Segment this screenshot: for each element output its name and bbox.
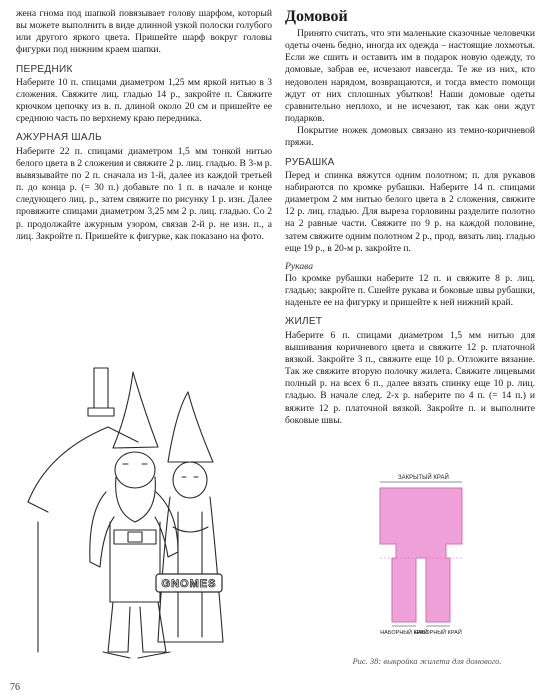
figure-caption: Рис. 38: выкройка жилета для домового. <box>352 656 502 666</box>
vest-heading: ЖИЛЕТ <box>285 316 323 328</box>
vest-shape <box>380 488 462 622</box>
intro-paragraph: жена гнома под шапкой повязывает голову шарфом, который вы можете выполнить в виде длинной узкой полоски голубого или другого яркого цвета. Пришейте шарф вокруг головы фигурки под нижним краем шапки. <box>16 8 272 56</box>
shawl-paragraph: Наберите 22 п. спицами диаметром 1,5 мм тонкой нитью белого цвета в 2 сложения и свяжите 2 р. лиц. гладью. В 3-м р. вывязывайте по 2 п. сначала из 1-й, далее из каждой третьей п. до конца р. (= 30 п.) добавьте по 1 п. в начале и конце следующего лиц. р., затем свяжите по рисунку 1 р. изн. Далее провяжите спицами диаметром 3,25 мм 2 р. лиц. гладью. Со 2 р. продолжайте ажурным узором, связав 2-й р. не изн. п., а лиц. Закройте п. Пришейте к фигурке, как показано на фото. <box>16 145 272 242</box>
diagram-bottom-label-right: НАБОРНЫЙ КРАЙ <box>414 630 462 636</box>
apron-paragraph: Наберите 10 п. спицами диаметром 1,25 мм яркой нитью в 3 сложения. Свяжите лиц. гладью 14 р., закройте п. Свяжите крючком цепочку из в. п. длиной около 20 см и пришейте ее среднюю часть по верхнему краю передника. <box>16 76 272 125</box>
vest-pattern-diagram <box>358 470 478 648</box>
intro-paragraph-1: Принято считать, что эти маленькие сказочные человечки одеты очень бедно, иногда их одежда – настоящие лохмотья. Если же сшить и оставить им в подарок новую одежду, то домовые, забрав ее, исчезают навсегда. Те же из них, кто недоволен нарядом, возвращаются, и тогда вместо помощи ждут от них сплошных убытков! Наши домовые одеты сравнительно неплохо, и не исчезают, так как они ждут подарков. <box>285 28 535 125</box>
sleeves-heading: Рукава <box>285 260 314 272</box>
left-column <box>16 8 272 243</box>
gnomes-illustration <box>18 352 228 670</box>
shirt-paragraph: Перед и спинка вяжутся одним полотном; п. для рукавов набираются по кромке рубашки. Наберите 14 п. спицами диаметром 2 мм нитью белого цвета в 2 сложения, свяжите 12 р. лиц. гладью. Для выреза горловины разделите полотно на 2 равные части. Свяжите по 9 р. на каждой половине, затем свяжите одним полотном 2 р., прод. вязать лиц. гладью еще 19 р., в 20-м р. закройте п. <box>285 169 535 254</box>
gnomes-sign-text: GNOMES <box>161 578 217 590</box>
page-number: 76 <box>10 682 20 693</box>
diagram-top-label: ЗАКРЫТЫЙ КРАЙ <box>398 475 449 481</box>
intro-paragraph-2: Покрытие ножек домовых связано из темно-коричневой пряжи. <box>285 125 535 149</box>
sleeves-paragraph: По кромке рубашки наберите 12 п. и свяжите 8 р. лиц. гладью; закройте п. Сшейте рукава и боковые швы рубашки, наденьте ее на фигурку и пришейте к ней нижний край. <box>285 272 535 309</box>
section-title: Домовой <box>285 8 348 25</box>
vest-paragraph: Наберите 6 п. спицами диаметром 1,5 мм нитью для вышивания коричневого цвета и свяжите 12 р. платочной вязкой. Закройте 3 п., свяжите еще 10 р. Отложите вязание. Так же свяжите вторую полочку жилета. Свяжите лицевыми полный р. на всех 6 п., далее вязать спинку еще 10 р. лиц. гладью. В начале след. 2-х р. наберите по 4 п. (= 14 п.) и вяжите 12 р. платочной вязкой. Закройте п. и выполните боковые швы. <box>285 329 535 426</box>
apron-heading: ПЕРЕДНИК <box>16 63 73 75</box>
diagram-bottom-label-left: НАБОРНЫЙ КРАЙ <box>380 630 428 636</box>
right-column <box>285 8 535 427</box>
shawl-heading: АЖУРНАЯ ШАЛЬ <box>16 132 102 144</box>
shirt-heading: РУБАШКА <box>285 156 335 168</box>
